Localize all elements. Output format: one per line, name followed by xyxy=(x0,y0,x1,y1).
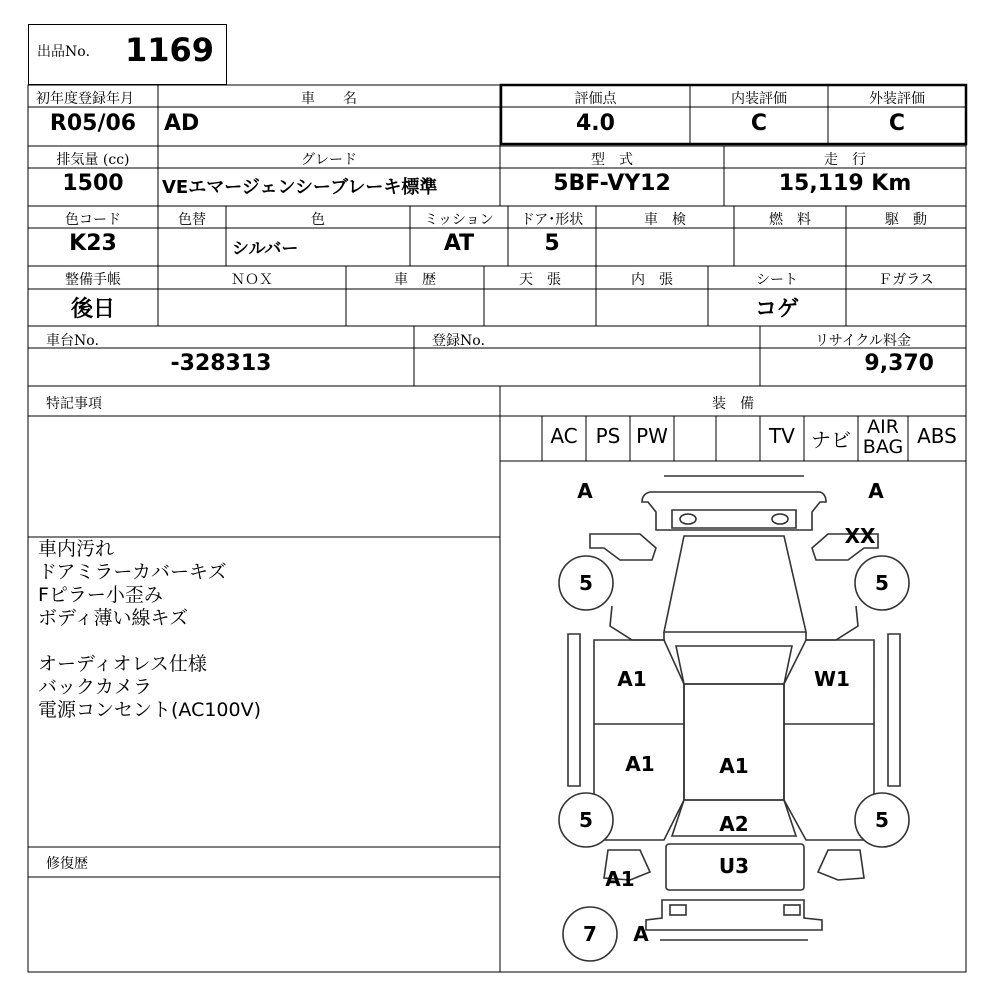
inspection-label: 車 検 xyxy=(644,212,686,228)
exterior-label: 外装評価 xyxy=(869,91,925,107)
interior-value: C xyxy=(750,111,768,136)
notes-line: 電源コンセント(AC100V) xyxy=(38,699,262,721)
car-name-value: AD xyxy=(164,111,200,136)
equipment-item: PS xyxy=(595,424,621,448)
chassis-value: -328313 xyxy=(170,351,272,376)
notes-line: バックカメラ xyxy=(38,676,153,698)
roof-label: 天 張 xyxy=(519,272,561,288)
score-label: 評価点 xyxy=(574,91,617,107)
equipment-label: 装 備 xyxy=(712,396,754,412)
glass-label: Ｆガラス xyxy=(878,272,934,288)
maintenance-value: 後日 xyxy=(70,297,115,322)
notes-line xyxy=(38,630,494,653)
notes-label: 特記事項 xyxy=(46,396,102,412)
color-label: 色 xyxy=(311,212,325,228)
damage-mark: A xyxy=(868,479,884,503)
tire-label: 5 xyxy=(579,808,593,832)
equipment-item: AIR BAG xyxy=(862,416,904,458)
repaint-label: 色替 xyxy=(178,212,206,228)
first-reg-label: 初年度登録年月 xyxy=(36,91,134,107)
color-code-label: 色コード xyxy=(65,212,121,228)
seat-label: シート xyxy=(756,272,798,288)
equipment-item: PW xyxy=(636,424,668,448)
interior-label: 内装評価 xyxy=(731,91,787,107)
equipment-item: TV xyxy=(769,424,795,448)
notes-line: ドアミラーカバーキズ xyxy=(38,561,227,583)
damage-mark: A1 xyxy=(719,754,749,778)
tire-label: 5 xyxy=(875,808,889,832)
notes-line: Fピラー小歪み xyxy=(38,584,163,606)
chassis-label: 車台No． xyxy=(46,333,109,349)
damage-marks xyxy=(577,479,884,946)
damage-mark: A xyxy=(633,922,649,946)
notes-line: 車内汚れ xyxy=(38,538,115,560)
seat-value: コゲ xyxy=(754,297,799,322)
tire-label: 7 xyxy=(583,922,597,946)
mileage-label: 走 行 xyxy=(824,152,866,168)
equipment-item: ナビ xyxy=(811,428,851,452)
repair-label: 修復歴 xyxy=(46,856,88,872)
door-value: 5 xyxy=(544,231,560,256)
grade-label: グレード xyxy=(301,152,357,168)
fuel-label: 燃 料 xyxy=(769,212,811,228)
score-value: 4.0 xyxy=(576,111,615,136)
lot-label: 出品No． xyxy=(37,44,100,60)
interior-lining-label: 内 張 xyxy=(631,272,673,288)
displacement-label: 排気量 (cc) xyxy=(56,152,130,168)
equipment-item: ABS xyxy=(917,424,957,448)
color-value: シルバー xyxy=(232,239,299,259)
damage-mark: U3 xyxy=(718,854,750,878)
first-reg-value: R05/06 xyxy=(49,111,137,136)
damage-mark: A1 xyxy=(625,752,655,776)
model-label: 型 式 xyxy=(591,152,633,168)
exterior-value: C xyxy=(888,111,906,136)
damage-mark: A2 xyxy=(719,812,749,836)
notes-line: オーディオレス仕様 xyxy=(38,653,207,675)
grade-value: VEエマージェンシーブレーキ標準 xyxy=(162,177,438,198)
recycle-label: リサイクル料金 xyxy=(814,333,912,349)
tire-label: 5 xyxy=(875,571,889,595)
nox-label: ＮＯＸ xyxy=(231,272,273,288)
car-damage-diagram xyxy=(500,461,966,971)
car-name-label: 車 名 xyxy=(301,91,357,107)
damage-mark: A xyxy=(577,479,593,503)
notes-line: ボディ薄い線キズ xyxy=(38,607,189,629)
mission-value: AT xyxy=(443,231,475,256)
tire-label: 5 xyxy=(579,571,593,595)
mission-label: ミッション xyxy=(424,212,494,228)
mileage-value: 15,119 Km xyxy=(778,171,912,196)
maintenance-label: 整備手帳 xyxy=(65,272,121,288)
drive-label: 駆 動 xyxy=(885,212,927,228)
notes-text xyxy=(38,538,494,722)
color-code-value: K23 xyxy=(69,231,117,256)
damage-mark: W1 xyxy=(814,667,850,691)
door-label: ドア･形状 xyxy=(520,212,584,228)
damage-mark: A1 xyxy=(617,667,647,691)
registration-label: 登録No． xyxy=(432,333,495,349)
history-label: 車 歴 xyxy=(394,272,436,288)
equipment-item: AC xyxy=(550,424,578,448)
lot-number: 1169 xyxy=(125,31,215,69)
damage-mark: XX xyxy=(844,524,876,548)
displacement-value: 1500 xyxy=(62,171,124,196)
model-value: 5BF-VY12 xyxy=(553,171,671,196)
recycle-value: 9,370 xyxy=(864,351,934,376)
damage-mark: A1 xyxy=(605,867,635,891)
